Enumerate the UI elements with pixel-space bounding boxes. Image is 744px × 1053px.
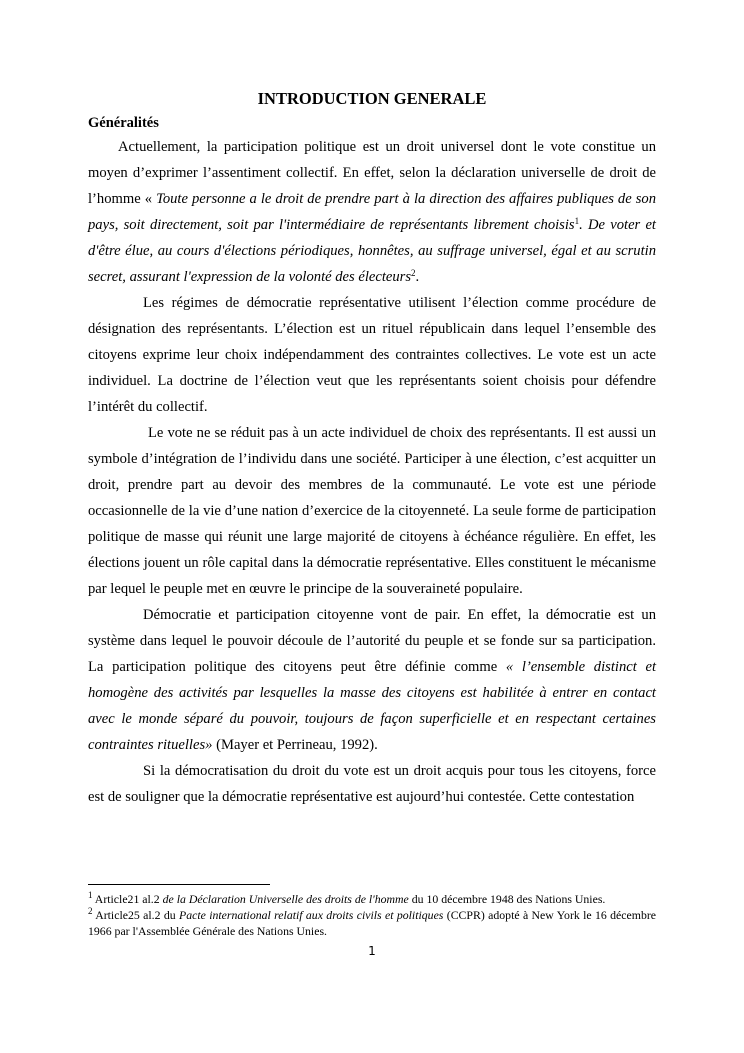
footnote-ref-1[interactable]: 1: [574, 216, 580, 226]
paragraph-1-text-b: .: [415, 269, 420, 285]
paragraph-1-text-a: Actuellement, la participation politique est un droit universel dont le vote constitue un moyen d’exprimer l’assentiment collectif. En effet, selon la déclaration universelle de droit de l’homme «: [88, 139, 656, 207]
footnote-1: [88, 891, 656, 907]
footnote-ref-2[interactable]: 2: [411, 268, 416, 278]
section-heading: Généralités: [88, 115, 159, 131]
quote-declaration: Toute personne a le droit de prendre part à la direction des affaires publiques de son pays, soit directement, soit par l'intermédiaire de représentants librement choisis: [88, 191, 656, 233]
footnote-2-number: 2: [88, 906, 93, 916]
body-text: [88, 134, 656, 810]
footnote-1-number: 1: [88, 890, 93, 900]
page-number: 1: [368, 944, 376, 958]
document-page: [88, 86, 656, 810]
footnote-1-text-a: Article21 al.2: [92, 892, 163, 906]
paragraph-2: Les régimes de démocratie représentative utilisent l’élection comme procédure de désignation des représentants. L’élection est un rituel républicain dans lequel l’ensemble des citoyens exprime leur choix indépendamment des contraintes collectives. Le vote est un acte individuel. La doctrine de l’élection veut que les représentants soient choisis pour défendre l’intérêt du collectif.: [88, 295, 656, 415]
footnotes: [88, 884, 656, 939]
paragraph-5: Si la démocratisation du droit du vote est un droit acquis pour tous les citoyens, force est de souligner que la démocratie représentative est aujourd’hui contestée. Cette contestation: [88, 763, 656, 805]
quote-declaration-continued: . De voter et d'être élue, au cours d'élections périodiques, honnêtes, au suffrage universel, égal et au scrutin secret, assurant l'expression de la volonté des électeurs: [88, 217, 656, 285]
page-title: INTRODUCTION GENERALE: [257, 89, 487, 108]
paragraph-1: [88, 134, 656, 290]
paragraph-4-citation: (Mayer et Perrineau, 1992).: [212, 737, 378, 753]
footnote-2-italic: Pacte international relatif aux droits civils et politiques: [178, 908, 444, 922]
footnote-separator: [88, 884, 270, 885]
paragraph-4-text-a: Démocratie et participation citoyenne vont de pair. En effet, la démocratie est un système dans lequel le pouvoir découle de l’autorité du peuple et se fonde sur sa participation. La participation politique des citoyens peut être définie comme: [88, 607, 656, 675]
paragraph-4: [88, 602, 656, 758]
footnote-2: [88, 907, 656, 939]
footnote-1-italic: de la Déclaration Universelle des droits de l'homme: [162, 892, 409, 906]
paragraph-3: Le vote ne se réduit pas à un acte individuel de choix des représentants. Il est aussi un symbole d’intégration de l’individu dans une société. Participer à une élection, c’est acquitter un droit, prendre part au devoir des membres de la communauté. Le vote est une période occasionnelle de la vie d’une nation d’exercice de la citoyenneté. La seule forme de participation politique de masse qui réunit une large majorité de citoyens à échéance régulière. En effet, les élections jouent un rôle capital dans la démocratie représentative. Elles constituent le mécanisme par lequel le peuple met en œuvre le principe de la souveraineté populaire.: [88, 425, 656, 597]
footnote-1-text-b: du 10 décembre 1948 des Nations Unies.: [408, 892, 606, 906]
quote-participation: « l’ensemble distinct et homogène des activités par lesquelles la masse des citoyens est habilitée à entrer en contact avec le monde séparé du pouvoir, toujours de façon superficielle et en respectant certaines contraintes rituelles»: [88, 659, 656, 753]
footnote-2-text-a: Article25 al.2 du: [92, 908, 179, 922]
footnote-2-text-b: (CCPR) adopté à New York le 16 décembre 1966 par l'Assemblée Générale des Nations Unies.: [88, 908, 657, 938]
